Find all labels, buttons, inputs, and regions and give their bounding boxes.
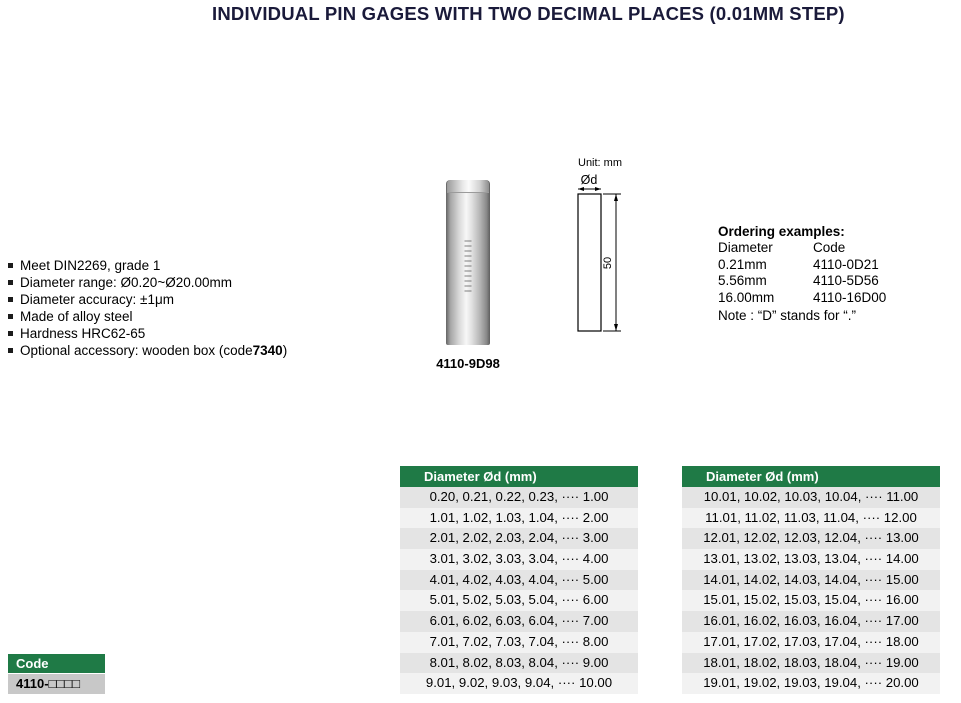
feature-text: Made of alloy steel [20,309,133,324]
ordering-col-code: Code [813,240,846,255]
feature-item [8,257,287,274]
table-header: Diameter Ød (mm) [400,466,638,487]
ordering-diameter-value: 5.56mm [718,273,767,288]
feature-item [8,291,287,308]
feature-text: Meet DIN2269, grade 1 [20,258,161,273]
table-row: 10.01, 10.02, 10.03, 10.04, ···· 11.00 [682,487,940,508]
bullet-square-icon [8,348,13,353]
table-row: 4.01, 4.02, 4.03, 4.04, ···· 5.00 [400,570,638,591]
table-header: Diameter Ød (mm) [682,466,940,487]
feature-text: Diameter accuracy: ±1μm [20,292,174,307]
table-row: 0.20, 0.21, 0.22, 0.23, ···· 1.00 [400,487,638,508]
table-body [400,487,638,694]
feature-text-suffix: ) [282,343,288,358]
ordering-diameter-value: 16.00mm [718,289,775,305]
bullet-square-icon [8,280,13,285]
diameter-dim-label: Ød [580,173,598,187]
table-row: 8.01, 8.02, 8.03, 8.04, ···· 9.00 [400,653,638,674]
feature-code: 7340 [252,343,283,358]
code-block-header: Code [8,654,105,673]
page-title: INDIVIDUAL PIN GAGES WITH TWO DECIMAL PLACES (0.01MM STEP) [212,3,845,24]
table-row: 13.01, 13.02, 13.03, 13.04, ···· 14.00 [682,549,940,570]
table-row: 15.01, 15.02, 15.03, 15.04, ···· 16.00 [682,590,940,611]
table-row: 2.01, 2.02, 2.03, 2.04, ···· 3.00 [400,528,638,549]
table-row: 17.01, 17.02, 17.03, 17.04, ···· 18.00 [682,632,940,653]
pin-gage-photo [446,180,490,345]
ordering-heading: Ordering examples: [718,224,845,239]
bullet-square-icon [8,263,13,268]
ordering-code-value: 4110-16D00 [813,289,887,305]
table-row: 1.01, 1.02, 1.03, 1.04, ···· 2.00 [400,508,638,529]
feature-item [8,274,287,291]
table-row: 3.01, 3.02, 3.03, 3.04, ···· 4.00 [400,549,638,570]
feature-item [8,308,287,325]
pin-top-chamfer [447,180,489,193]
code-block [8,654,105,694]
dim-arrow-right [595,187,601,191]
dim-arrow-down [614,324,618,331]
ordering-diameter-value: 0.21mm [718,256,767,272]
bullet-square-icon [8,297,13,302]
table-row: 18.01, 18.02, 18.03, 18.04, ···· 19.00 [682,653,940,674]
technical-drawing [560,155,645,350]
feature-text: Diameter range: Ø0.20~Ø20.00mm [20,275,232,290]
table-row: 19.01, 19.02, 19.03, 19.04, ···· 20.00 [682,673,940,694]
feature-list [8,257,287,359]
ordering-column-headers [718,240,886,257]
drawing-svg [560,155,645,345]
table-row: 12.01, 12.02, 12.03, 12.04, ···· 13.00 [682,528,940,549]
ordering-note: Note : “D” stands for “.” [718,308,857,323]
table-row: 5.01, 5.02, 5.03, 5.04, ···· 6.00 [400,590,638,611]
ordering-row [718,290,886,307]
unit-label: Unit: mm [578,157,622,169]
pin-outline-rect [578,194,601,331]
feature-item [8,342,287,359]
feature-text: Hardness HRC62-65 [20,326,146,341]
ordering-examples [718,223,886,324]
table-row: 6.01, 6.02, 6.03, 6.04, ···· 7.00 [400,611,638,632]
table-row: 11.01, 11.02, 11.03, 11.04, ···· 12.00 [682,508,940,529]
table-row: 14.01, 14.02, 14.03, 14.04, ···· 15.00 [682,570,940,591]
table-row: 7.01, 7.02, 7.03, 7.04, ···· 8.00 [400,632,638,653]
bullet-square-icon [8,331,13,336]
ordering-code-value: 4110-5D56 [813,273,879,288]
dim-arrow-left [578,187,584,191]
ordering-row [718,257,886,274]
dim-arrow-up [614,194,618,201]
code-block-value: 4110-□□□□ [8,674,105,694]
diameter-table-1 [400,466,638,694]
diameter-table-2 [682,466,940,694]
table-body [682,487,940,694]
feature-text: Optional accessory: wooden box (code [20,343,253,358]
bullet-square-icon [8,314,13,319]
table-row: 9.01, 9.02, 9.03, 9.04, ···· 10.00 [400,673,638,694]
feature-item [8,325,287,342]
ordering-code-value: 4110-0D21 [813,256,879,272]
ordering-col-diameter: Diameter [718,240,773,255]
ordering-row [718,273,886,290]
product-code-label: 4110-9D98 [436,356,500,371]
table-row: 16.01, 16.02, 16.03, 16.04, ···· 17.00 [682,611,940,632]
length-dim-label: 50 [602,256,614,270]
ordering-rows [718,257,886,307]
pin-engraving [465,240,472,292]
